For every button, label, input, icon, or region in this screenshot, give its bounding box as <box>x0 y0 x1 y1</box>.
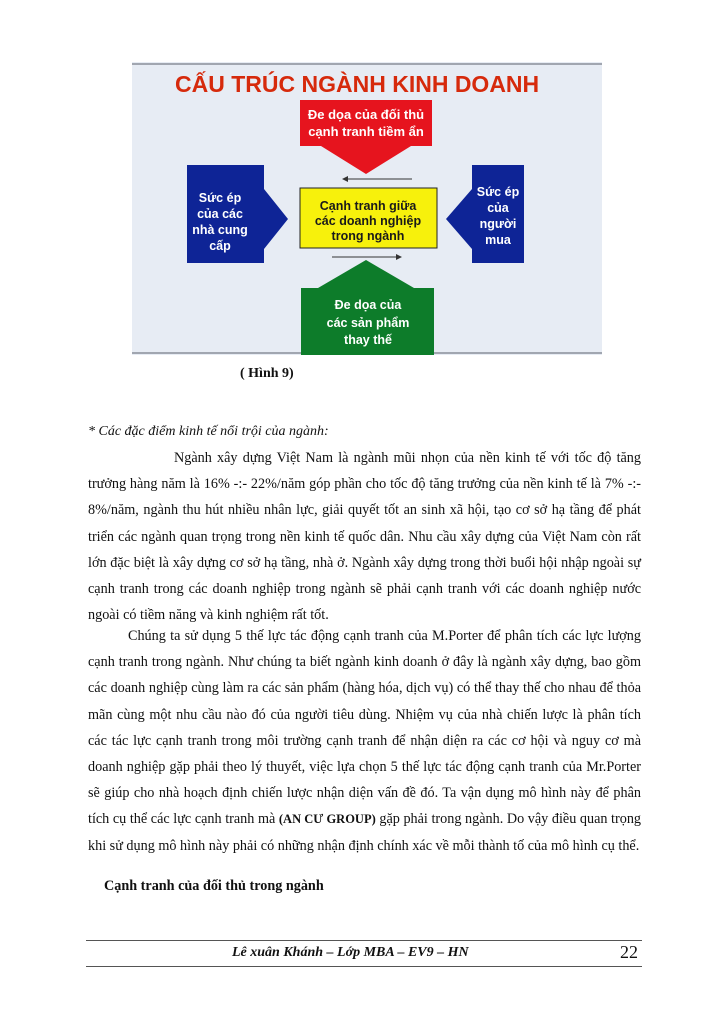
bottom-box-line-1: Đe dọa của <box>334 298 402 312</box>
page-number: 22 <box>620 942 638 962</box>
right-box-line-4: mua <box>485 233 511 247</box>
footer-author: Lê xuân Khánh – Lớp MBA – EV9 – HN <box>232 945 469 960</box>
section-heading: Cạnh tranh của đối thủ trong ngành <box>104 878 324 894</box>
bottom-box-line-2: các sản phẩm <box>326 316 410 330</box>
top-box-line-2: cạnh tranh tiềm ẩn <box>308 124 424 139</box>
footer-rule-bottom <box>86 966 642 967</box>
left-box-line-1: Sức ép <box>198 191 242 205</box>
right-box-line-3: người <box>479 217 517 231</box>
company-name: (AN CƯ GROUP) <box>278 812 376 827</box>
left-box-line-4: cấp <box>209 239 231 253</box>
center-box-line-1: Cạnh tranh giữa <box>319 199 417 213</box>
bottom-box-line-3: thay thế <box>344 333 392 347</box>
right-box-line-1: Sức ép <box>476 185 520 199</box>
paragraph-2 <box>88 623 641 859</box>
paragraph-1 <box>88 445 641 628</box>
figure-title: CẤU TRÚC NGÀNH KINH DOANH <box>175 71 540 97</box>
left-box-line-3: nhà cung <box>192 223 248 237</box>
center-box-line-3: trong ngành <box>331 229 405 243</box>
porter-five-forces-figure <box>132 62 602 355</box>
center-box-line-2: các doanh nghiệp <box>314 214 422 228</box>
left-box-line-2: của các <box>197 207 243 221</box>
paragraph-2-text-a: Chúng ta sử dụng 5 thế lực tác động cạnh tranh của M.Porter để phân tích các lực lượng cạnh tranh trong ngành. Như chúng ta biết ngành kinh doanh ở đây là ngành xây dựng, bao gồm các doanh nghiệp cùng làm ra các sản phẩm (hàng hóa, dịch vụ) có thể thay thế cho nhau để thỏa mãn cùng một nhu cầu nào đó của người tiêu dùng. Nhiệm vụ của nhà chiến lược là phân tích các tác lực cạnh tranh trong môi trường cạnh tranh để nhận diện ra các cơ hội và nguy cơ mà doanh nghiệp gặp phải theo lý thuyết, việc lựa chọn 5 thế lực tác động cạnh tranh của Mr.Porter sẽ giúp cho nhà hoạch định chiến lược nhận diện vấn đề đó. Ta vận dụng mô hình này để phân tích cụ thể các lực cạnh tranh mà <box>88 628 641 828</box>
footer-rule-top <box>86 940 642 941</box>
subheading: * Các đặc điểm kinh tế nổi trội của ngành: <box>88 424 329 439</box>
figure-caption: ( Hình 9) <box>240 366 294 381</box>
right-box-line-2: của <box>487 201 509 215</box>
top-box-line-1: Đe dọa của đối thủ <box>307 107 425 122</box>
paragraph-2-text-b: gặp phải trong ngành. Do vậy điều quan trọng khi sử dụng mô hình này phải có những nhận định chính xác về mỗi thành tố của mô hình cụ thể. <box>88 811 642 854</box>
paragraph-1-text: Ngành xây dựng Việt Nam là ngành mũi nhọn của nền kinh tế với tốc độ tăng trưởng hàng năm là 16% -:- 22%/năm góp phần cho tốc độ tăng trưởng của nền kinh tế là 7% -:- 8%/năm, ngành thu hút nhiều nhân lực, giải quyết tốt an sinh xã hội, tạo cơ sở hạ tầng để phát triển các ngành quan trọng trong nền kinh tế quốc dân. Nhu cầu xây dựng của Việt Nam còn rất lớn đặc biệt là xây dựng cơ sở hạ tầng, nhà ở. Ngành xây dựng trong thời buổi hội nhập ngoài sự cạnh tranh trong các doanh nghiệp trong ngành sẽ phải cạnh tranh với các doanh nghiệp nước ngoài có tiềm năng và kinh nghiệm rất tốt. <box>88 450 641 624</box>
